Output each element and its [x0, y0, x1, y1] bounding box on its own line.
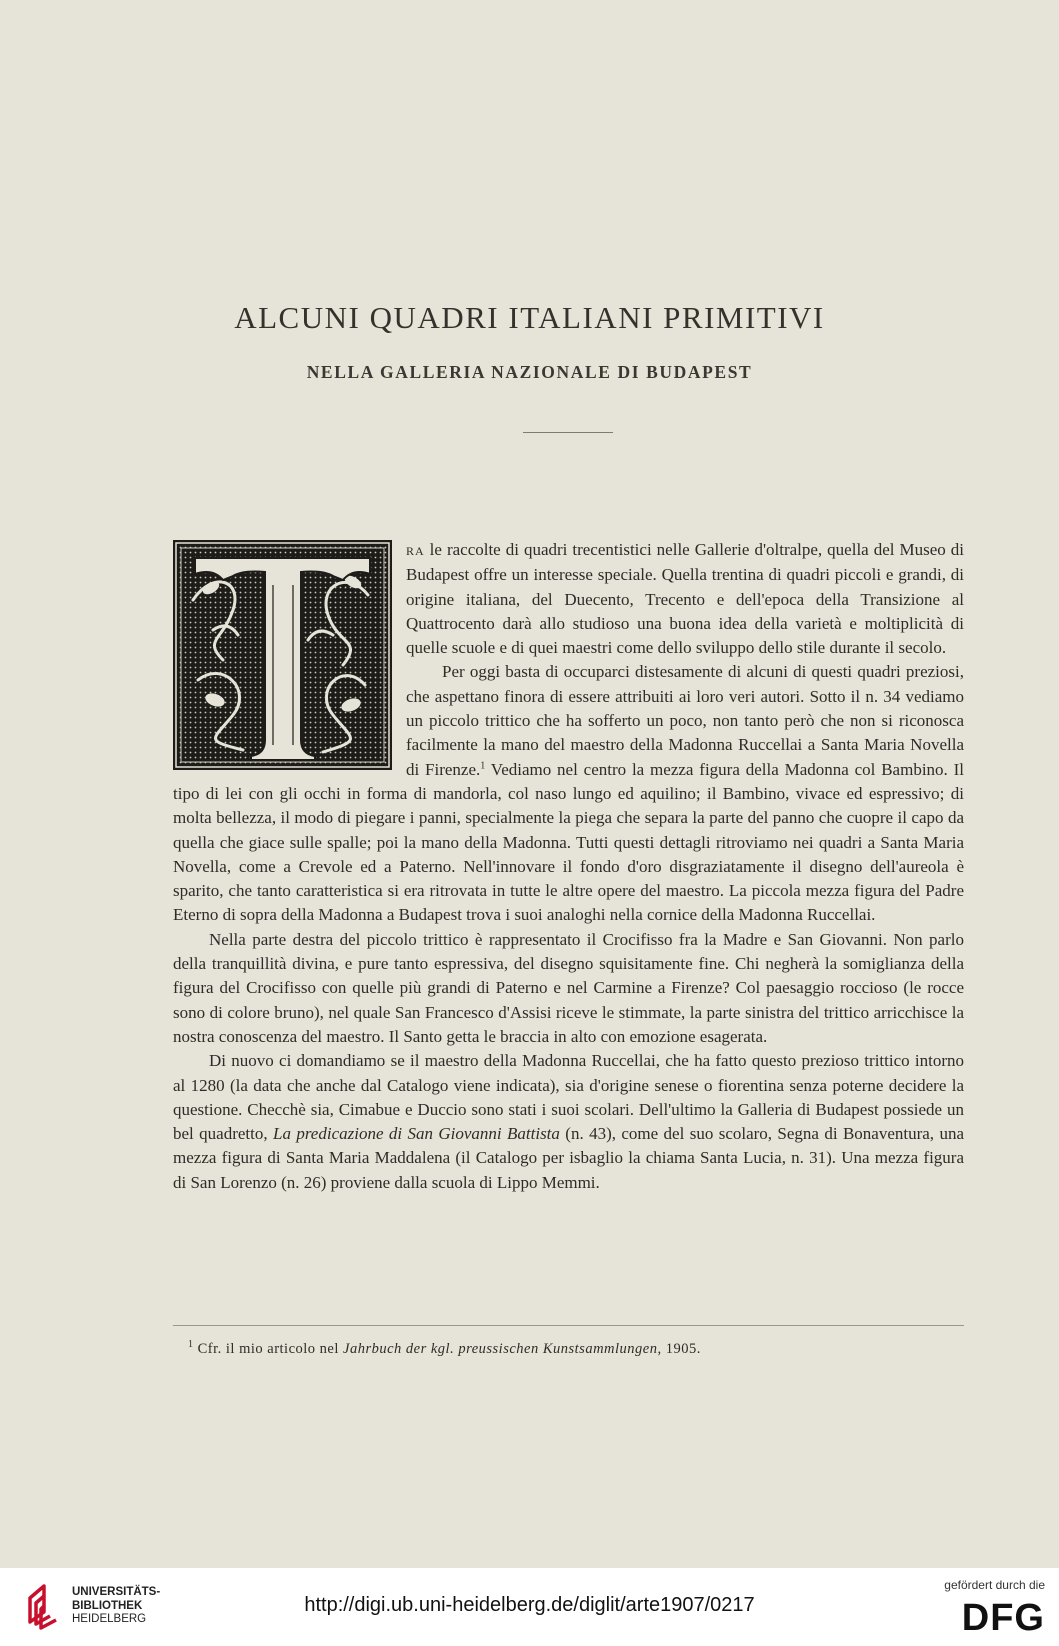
initial-continuation: RA: [406, 544, 425, 558]
ornamental-initial-icon: [173, 540, 392, 770]
paragraph-3: Nella parte destra del piccolo trittico è rappresentato il Crocifisso fra la Madre e San Giovanni. Non parlo della tranquillità divina, e pure tanto espressiva, del disegno squisitamente fine. Chi negherà la somiglianza della figura del Crocifisso con quelle più grandi di Paterno e nel Carmine a Firenze? Col paesaggio roccioso (le rocce sono di colore bruno), nel quale San Francesco d'Assisi riceve le stimmate, la parte sinistra del trittico arricchisce la nostra conoscenza del maestro. Il Santo getta le braccia in alto con emozione esagerata.: [173, 929, 964, 1046]
digitization-footer: [0, 1568, 1059, 1646]
paragraph-4: [173, 1049, 964, 1195]
library-line-2: BIBLIOTHEK: [72, 1599, 143, 1612]
funded-by-label: gefördert durch die: [944, 1578, 1045, 1592]
paragraph-2-text-b: Vediamo nel centro la mezza figura della Madonna col Bambino. Il tipo di lei con gli occhi in forma di mandorla, col naso lungo ed aquilino; il Bambino, vivace ed espressivo; di molta bellezza, il modo di piegare i panni, specialmente la piega che separa la parte del panno che cuopre il capo da quella che giace sulle spalle; poi la mano della Madonna. Tutti questi dettagli ritroviamo nei quadri a Santa Maria Novella, come a Crevole ed a Paterno. Nell'innovare il fondo d'oro disgraziatamente il disegno dell'aureola è sparito, che tanto caratteristica si era ritrovata in tutte le altre opere del maestro. La piccola mezza figura del Padre Eterno di sopra della Madonna a Budapest trova i suoi analoghi nella cornice della Madonna Ruccellai.: [173, 759, 964, 925]
work-title: La predicazione di San Giovanni Battista: [272, 1124, 560, 1144]
paragraph-4-text-b: (n. 43), come del suo scolaro, Segna di Bonaventura, una mezza figura di Santa Maria Maddalena (il Catalogo per isbaglio la chiama Santa Lucia, n. 31). Una mezza figura di San Lorenzo (n. 26) proviene dalla scuola di Lippo Memmi.: [173, 1124, 964, 1192]
footnote-journal: Jahrbuch der kgl. preussischen Kunstsammlungen: [343, 1341, 658, 1357]
article-title: ALCUNI QUADRI ITALIANI PRIMITIVI: [234, 300, 825, 335]
footnote-text-b: , 1905.: [657, 1341, 701, 1357]
library-line-1: UNIVERSITÄTS-: [72, 1586, 161, 1598]
article-subtitle: NELLA GALLERIA NAZIONALE DI BUDAPEST: [306, 362, 753, 382]
library-line-3: HEIDELBERG: [72, 1613, 147, 1625]
paragraph-1-text: le raccolte di quadri trecentistici nelle Gallerie d'oltralpe, quella del Museo di Budapest offre un interesse speciale. Quella trentina di quadri piccoli e grandi, di origine italiana, del Duecento, Trecento e dell'epoca della Transizione al Quattrocento darà allo studioso una buona idea della varietà e moltiplicità di quelle scuole e di quei maestri come dello sviluppo dello stile durante il secolo.: [406, 540, 964, 658]
footnote-text-a: Cfr. il mio articolo nel: [193, 1341, 344, 1357]
footnote-mark: 1: [188, 1339, 194, 1351]
paragraph-2-text-a: Per oggi basta di occuparci distesamente di alcuni di questi quadri preziosi, che aspettano finora di essere attribuiti ai loro veri autori. Sotto il n. 34 vediamo un piccolo trittico che ha sofferto un poco, non tanto però che non si riconosca facilmente la mano del maestro della Madonna Ruccellai a Santa Maria Novella di Firenze.: [406, 662, 964, 779]
footnote-rule: [173, 1325, 964, 1326]
title-separator: [523, 432, 613, 433]
footnote: [188, 1341, 964, 1358]
source-url-link[interactable]: http://digi.ub.uni-heidelberg.de/diglit/arte1907/0217: [304, 1594, 755, 1616]
article-body: [173, 538, 964, 1195]
dfg-logo: DFG: [961, 1597, 1045, 1639]
footnote-reference[interactable]: 1: [480, 760, 486, 772]
paragraph-4-text-a: Di nuovo ci domandiamo se il maestro della Madonna Ruccellai, che ha fatto questo prezioso trittico intorno al 1280 (la data che anche dal Catalogo viene indicata), sia d'origine senese o fiorentina senza poterne decidere la questione. Checchè sia, Cimabue e Duccio sono stati i suoi scolari. Dell'ultimo la Galleria di Budapest possiede un bel quadretto,: [173, 1051, 964, 1144]
